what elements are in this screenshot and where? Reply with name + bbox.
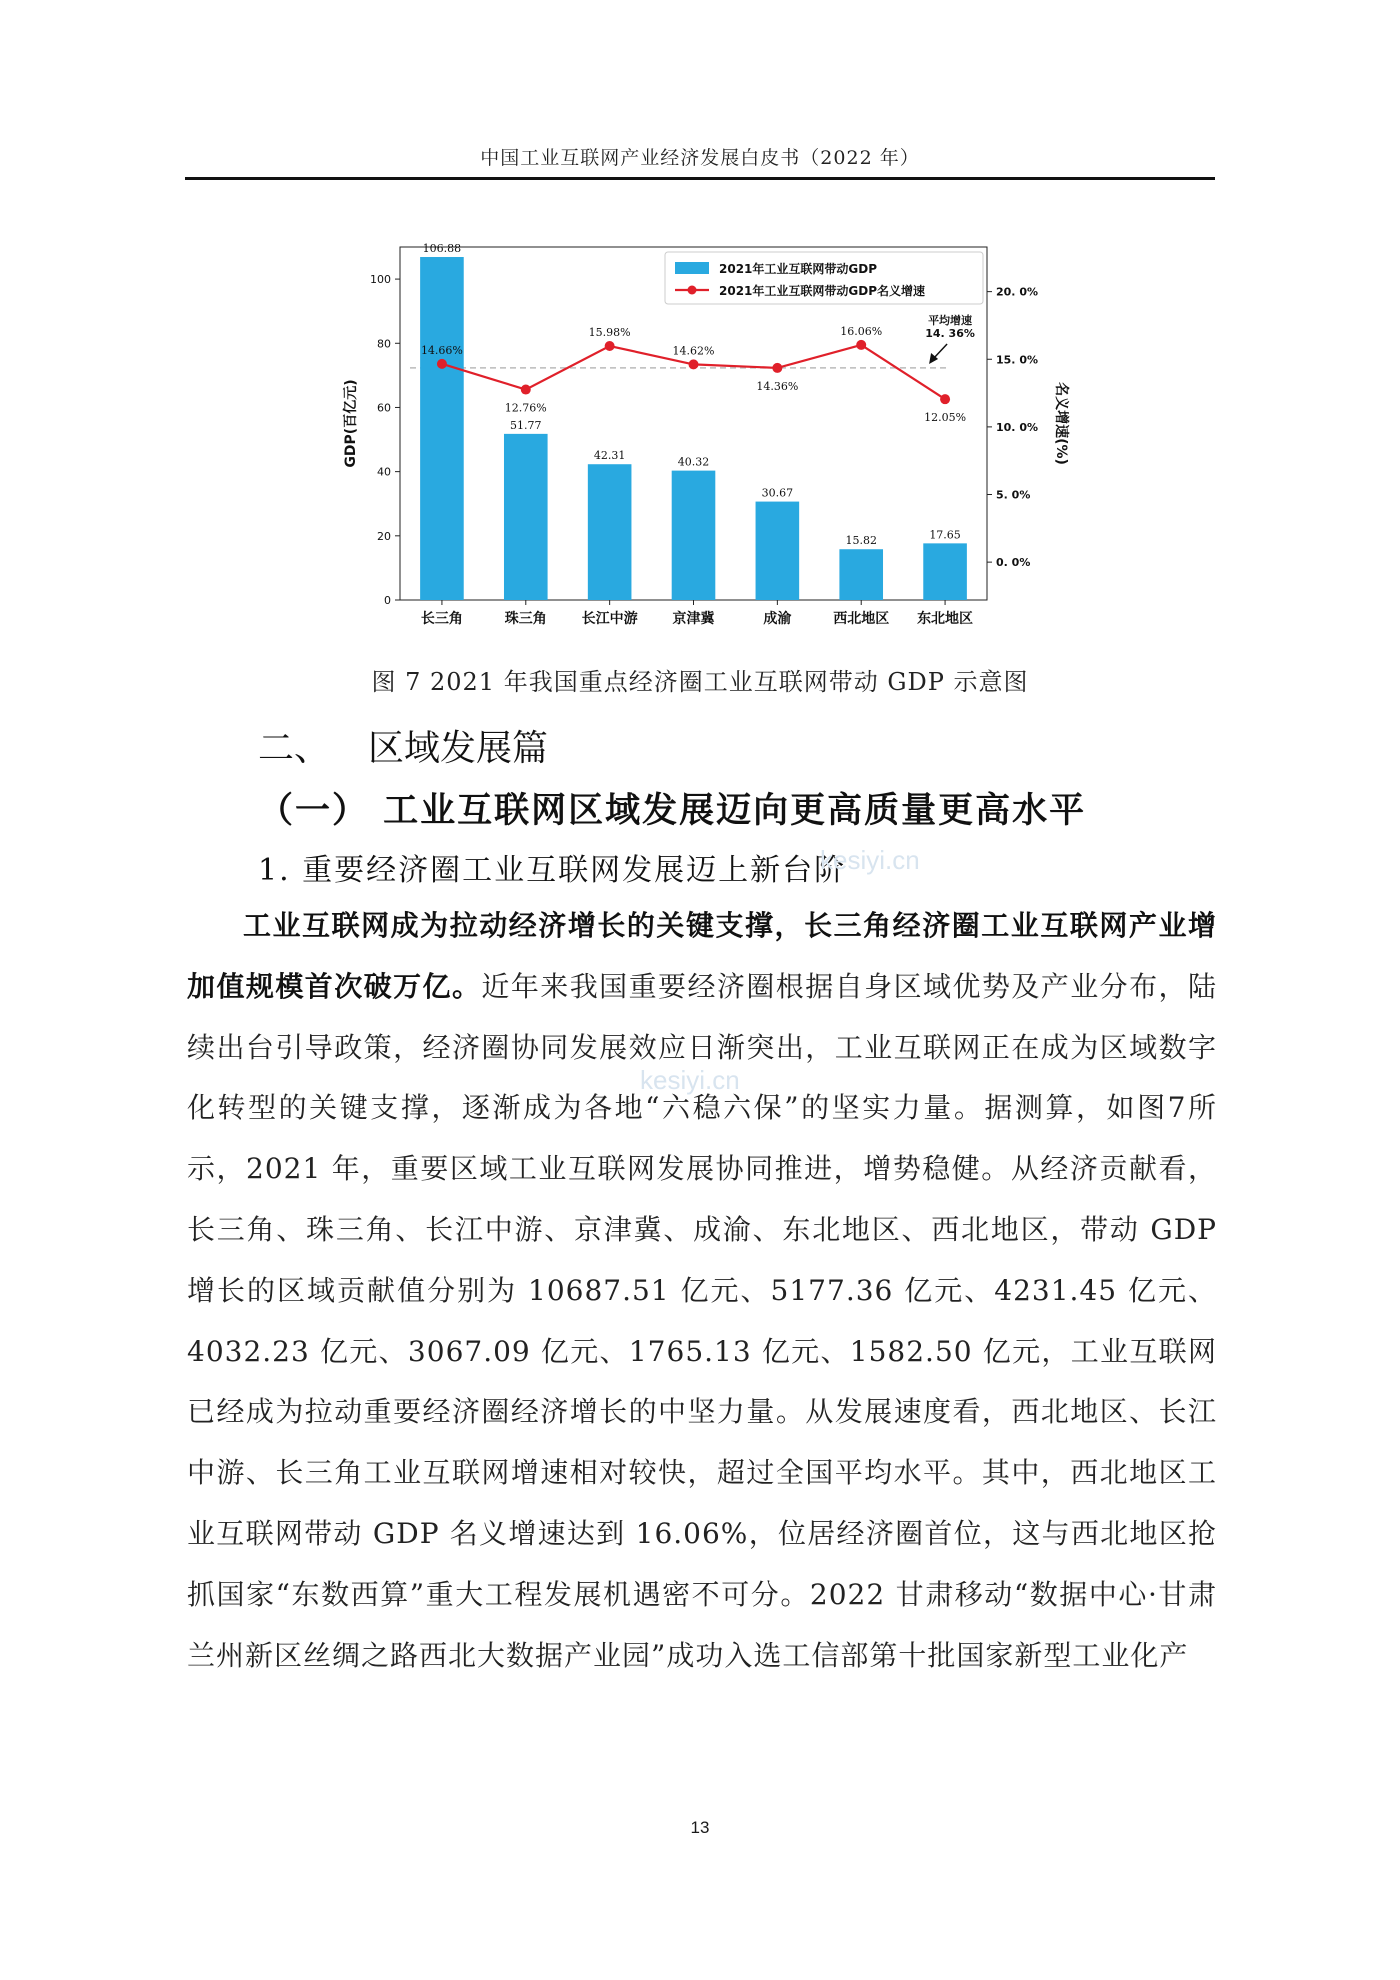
bar (839, 549, 883, 600)
figure-caption: 图 7 2021 年我国重点经济圈工业互联网带动 GDP 示意图 (371, 668, 1029, 696)
bar-value-label: 42.31 (593, 449, 626, 463)
growth-value-label: 14.36% (756, 379, 799, 393)
y-tick-label: 60 (377, 401, 391, 415)
y2-axis-label: 名义增速(%) (1053, 382, 1069, 465)
y-tick-label: 0 (384, 594, 391, 607)
watermark: kesiyi.cn (640, 1065, 740, 1095)
y2-tick-label: 5. 0% (996, 488, 1031, 502)
growth-value-label: 14.66% (420, 343, 463, 357)
x-tick-label: 珠三角 (504, 611, 547, 627)
growth-value-label: 15.98% (588, 326, 631, 340)
x-tick-label: 西北地区 (833, 611, 890, 627)
average-annotation-value: 14. 36% (925, 327, 975, 340)
subsection-heading: （一） 工业互联网区域发展迈向更高质量更高水平 (258, 791, 1087, 831)
bar-value-label: 30.67 (761, 486, 794, 500)
bar (923, 543, 967, 600)
header-rule (185, 177, 1215, 180)
y-tick-label: 40 (377, 465, 391, 479)
y2-tick-label: 15. 0% (996, 353, 1038, 367)
bar (504, 434, 548, 600)
y-tick-label: 20 (377, 529, 391, 543)
running-header: 中国工业互联网产业经济发展白皮书（2022 年） (480, 147, 920, 169)
y2-tick-label: 20. 0% (996, 285, 1038, 299)
growth-point (856, 340, 866, 350)
bar-value-label: 40.32 (677, 455, 710, 469)
bar-value-label: 15.82 (845, 534, 877, 548)
section-title (258, 720, 548, 771)
growth-point (605, 341, 615, 351)
bar-value-label: 106.88 (422, 242, 462, 256)
gdp-chart (330, 235, 1090, 640)
growth-value-label: 12.76% (504, 401, 547, 415)
average-annotation-title: 平均增速 (928, 314, 973, 327)
x-tick-label: 东北地区 (917, 611, 974, 627)
x-tick-label: 长江中游 (581, 611, 638, 627)
y2-tick-label: 10. 0% (996, 420, 1038, 434)
legend-bar-swatch (675, 262, 709, 274)
body-paragraph (187, 896, 1217, 1686)
section-number: 二、 (258, 728, 331, 769)
bar-value-label: 17.65 (929, 528, 961, 542)
x-tick-label: 长三角 (420, 611, 463, 627)
y2-tick-label: 0. 0% (996, 556, 1031, 570)
growth-point (940, 394, 950, 404)
growth-point (689, 359, 699, 369)
legend-line-marker (688, 286, 697, 295)
y-tick-label: 80 (377, 337, 391, 351)
legend-bar-label: 2021年工业互联网带动GDP (719, 262, 878, 276)
growth-point (772, 363, 782, 373)
growth-value-label: 12.05% (924, 411, 967, 425)
bar (588, 464, 632, 600)
growth-value-label: 14.62% (672, 344, 715, 358)
page-number: 13 (690, 1818, 710, 1837)
y-tick-label: 100 (370, 273, 391, 287)
paragraph-lead: 工业互联网成为拉动经济增长的关键支撑，长三角经济圈工业互联网产业增加值规模首次破万亿。 (187, 909, 1217, 1003)
paragraph-text: 近年来我国重要经济圈根据自身区域优势及产业分布，陆续出台引导政策，经济圈协同发展效应日渐突出，工业互联网正在成为区域数字化转型的关键支撑，逐渐成为各地“六稳六保”的坚实力量。据测算，如图7所示，2021 年，重要区域工业互联网发展协同推进，增势稳健。从经济贡献看，长三角、珠三角、长江中游、京津冀、成渝、东北地区、西北地区，带动 GDP 增长的区域贡献值分别为 10687.51 亿元、5177.36 亿元、4231.45 亿元、4032.23 亿元、3067.09 亿元、1765.13 亿元、1582.50 亿元，工业互联网已经成为拉动重要经济圈经济增长的中坚力量。从发展速度看，西北地区、长江中游、长三角工业互联网增速相对较快，超过全国平均水平。其中，西北地区工业互联网带动 GDP 名义增速达到 16.06%，位居经济圈首位，这与西北地区抢抓国家“东数西算”重大工程发展机遇密不可分。2022 甘肃移动“数据中心·甘肃兰州新区丝绸之路西北大数据产业园”成功入选工信部第十批国家新型工业化产 (187, 969, 1217, 1672)
y-axis-label: GDP(百亿元) (343, 379, 359, 468)
bar (756, 502, 800, 600)
subsubsection-heading: 1. 重要经济圈工业互联网发展迈上新台阶 (258, 853, 847, 888)
bar (420, 257, 464, 600)
x-tick-label: 成渝 (763, 611, 792, 627)
legend-line-label: 2021年工业互联网带动GDP名义增速 (719, 284, 926, 298)
growth-value-label: 16.06% (840, 324, 883, 338)
bar-value-label: 51.77 (510, 418, 542, 432)
growth-point (521, 385, 531, 395)
growth-point (437, 359, 447, 369)
x-tick-label: 京津冀 (672, 611, 715, 627)
section-name: 区域发展篇 (368, 728, 549, 769)
watermark: kesiyi.cn (820, 845, 920, 875)
bar (672, 471, 716, 600)
